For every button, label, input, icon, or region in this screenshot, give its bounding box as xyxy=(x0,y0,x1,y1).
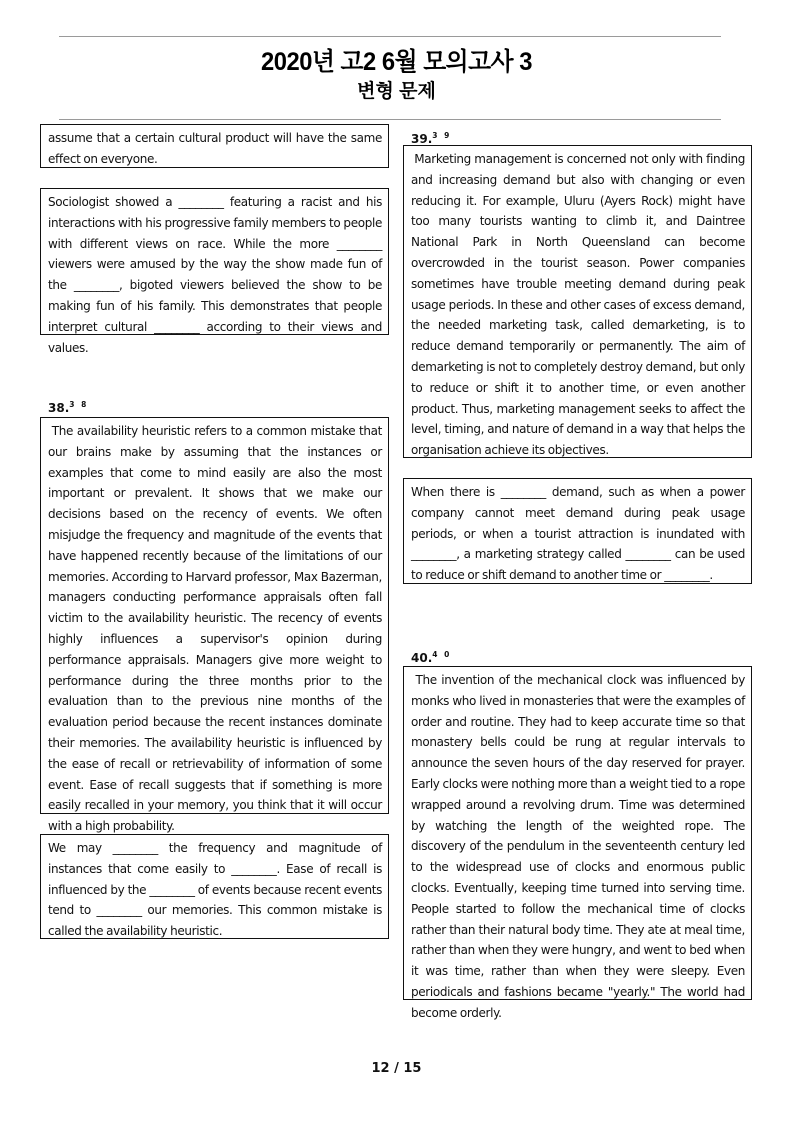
page-subtitle: 변형 문제 xyxy=(357,81,436,102)
page-indicator: 12 / 15 xyxy=(371,1061,422,1076)
summary-box-37 xyxy=(40,188,389,355)
question-superscript-40: 4 0 xyxy=(432,650,452,659)
passage-text-38: The availability heuristic refers to a common mistake that our brains make by assuming that the instances or examples that come to mind easily are also the most important or prevalent. It shows that we make our decisions based on the recency of events. We often misjudge the frequency and magnitude of the events that have happened recently because of the limitations of our memories. According to Harvard professor, Max Bazerman, managers conducting performance appraisals often fall victim to the availability heuristic. The recency of events highly influences a supervisor's opinion during performance appraisals. Managers give more weight to performance during the three months prior to the evaluation than to the previous nine months of the evaluation period because the recent instances dominate their memories. The availability heuristic is influenced by the ease of recall or retrievability of information of some event. Ease of recall suggests that if something is more easily recalled in your memory, you think that it will occur with a high probability. xyxy=(48,424,385,834)
question-number-40: 40.$^{4 0}$ xyxy=(411,650,452,665)
passage-box-39 xyxy=(403,145,752,458)
header-bottom-rule xyxy=(59,119,721,120)
continued-passage-box xyxy=(40,124,389,168)
passage-text-40: The invention of the mechanical clock was influenced by monks who lived in monasteries that were the examples of order and routine. They had to keep accurate time so that monastery bells could be rung at regular intervals to announce the seven hours of the day reserved for prayer. Early clocks were nothing more than a weight tied to a rope wrapped around a revolving drum. Time was determined by watching the length of the weighted rope. The discovery of the pendulum in the seventeenth century led to the widespread use of clocks and enormous public clocks. Eventually, keeping time turned into serving time. People started to follow the mechanical time of clocks rather than their natural body time. They ate at meal time, rather than when they were hungry, and went to bed when it was time, rather than when they were sleepy. Even periodicals and fashions became "yearly." The world had become orderly. xyxy=(411,673,748,1020)
summary-box-38 xyxy=(40,834,389,939)
question-number-39: 39.$^{3 9}$ xyxy=(411,131,452,146)
question-superscript-38: 3 8 xyxy=(69,400,89,409)
passage-box-40 xyxy=(403,666,752,1020)
summary-text-39: When there is ________ demand, such as when a power company cannot meet demand during peak usage periods, or when a tourist attraction is inundated with ________, a marketing strategy called ________ can be used to reduce or shift demand to another time or ________. xyxy=(411,485,745,583)
summary-text-37: Sociologist showed a ________ featuring a racist and his interactions with his progressive family members to people with different views on race. While the more ________ viewers were amused by the way the show made fun of the ________, bigoted viewers believed the show to be making fun of his family. This demonstrates that people interpret cultural ________ according to their views and values. xyxy=(48,195,382,355)
continued-passage-text: assume that a certain cultural product will have the same effect on everyone. xyxy=(48,131,382,166)
page-title: 2020년 고2 6월 모의고사 3 xyxy=(261,48,532,76)
question-superscript-39: 3 9 xyxy=(432,131,452,140)
question-number-38: 38.$^{3 8}$ xyxy=(48,400,89,415)
summary-box-39 xyxy=(403,478,752,584)
header-top-rule xyxy=(59,36,721,37)
summary-text-38: We may ________ the frequency and magnitude of instances that come easily to ________. Ease of recall is influenced by the ________ of events because recent events tend to ________ our memories. This common mistake is called the availability heuristic. xyxy=(48,841,382,939)
passage-text-39: Marketing management is concerned not only with finding and increasing demand but also with changing or even reducing it. For example, Uluru (Ayers Rock) might have too many tourists wanting to climb it, and Daintree National Park in North Queensland can become overcrowded in the tourist season. Power companies sometimes have trouble meeting demand during peak usage periods. In these and other cases of excess demand, the needed marketing task, called demarketing, is to reduce demand temporarily or permanently. The aim of demarketing is not to completely destroy demand, but only to reduce or shift it to another time, or even another product. Thus, marketing management seeks to affect the level, timing, and nature of demand in a way that helps the organisation achieve its objectives. xyxy=(411,152,748,458)
passage-box-38 xyxy=(40,417,389,834)
